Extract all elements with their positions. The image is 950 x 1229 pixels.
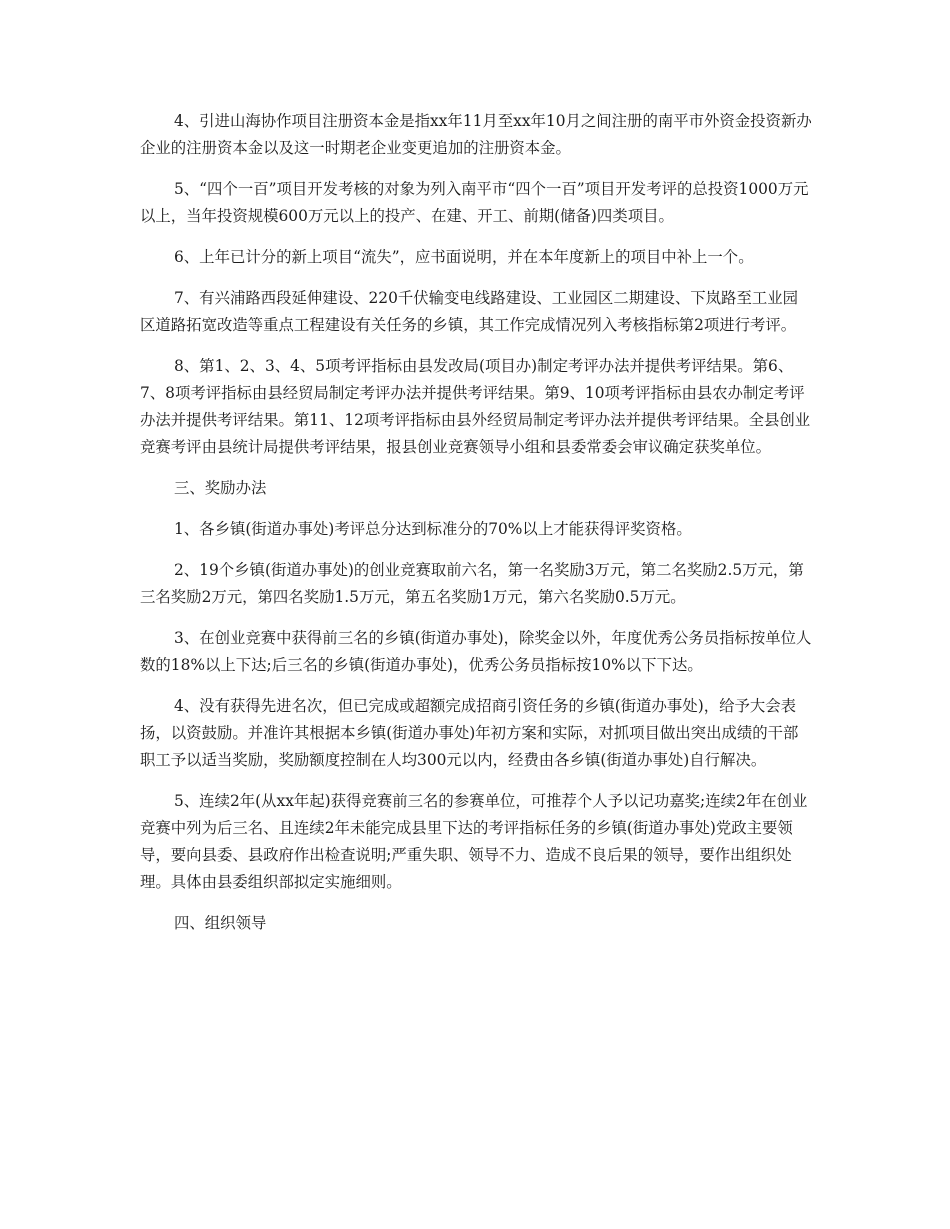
paragraph-reward-5: 5、连续2年(从xx年起)获得竞赛前三名的参赛单位，可推荐个人予以记功嘉奖;连续2年在创业竞赛中列为后三名、且连续2年未能完成县里下达的考评指标任务的乡镇(街道办事处)党政主要领导，要向县委、县政府作出检查说明;严重失职、领导不力、造成不良后果的领导，要作出组织处理。具体由县委组织部拟定实施细则。 (140, 792, 808, 891)
paragraph-reward-4: 4、没有获得先进名次，但已完成或超额完成招商引资任务的乡镇(街道办事处)，给予大会表扬，以资鼓励。并准许其根据本乡镇(街道办事处)年初方案和实际，对抓项目做出突出成绩的干部职工予以适当奖励，奖励额度控制在人均300元以内，经费由各乡镇(街道办事处)自行解决。 (140, 697, 799, 769)
paragraph-item-7-key-works: 7、有兴浦路西段延伸建设、220千伏输变电线路建设、工业园区二期建设、下岚路至工业园区道路拓宽改造等重点工程建设有关任务的乡镇，其工作完成情况列入考核指标第2项进行考评。 (140, 289, 799, 334)
paragraph-reward-3: 3、在创业竞赛中获得前三名的乡镇(街道办事处)，除奖金以外，年度优秀公务员指标按单位人数的18%以上下达;后三名的乡镇(街道办事处)，优秀公务员指标按10%以下下达。 (140, 629, 812, 674)
section-heading-leadership: 四、组织领导 (174, 914, 267, 932)
paragraph-item-6-lost-projects: 6、上年已计分的新上项目“流失”，应书面说明，并在本年度新上的项目中补上一个。 (174, 248, 754, 266)
paragraph-reward-1: 1、各乡镇(街道办事处)考评总分达到标准分的70%以上才能获得评奖资格。 (174, 520, 692, 538)
paragraph-item-4-capital: 4、引进山海协作项目注册资本金是指xx年11月至xx年10月之间注册的南平市外资金投资新办企业的注册资本金以及这一时期老企业变更追加的注册资本金。 (140, 112, 812, 157)
section-heading-rewards: 三、奖励办法 (174, 479, 267, 497)
paragraph-item-5-projects: 5、“四个一百”项目开发考核的对象为列入南平市“四个一百”项目开发考评的总投资1000万元以上，当年投资规模600万元以上的投产、在建、开工、前期(储备)四类项目。 (140, 180, 809, 225)
paragraph-item-8-evaluation: 8、第1、2、3、4、5项考评指标由县发改局(项目办)制定考评办法并提供考评结果。第6、7、8项考评指标由县经贸局制定考评办法并提供考评结果。第9、10项考评指标由县农办制定考评办法并提供考评结果。第11、12项考评指标由县外经贸局制定考评办法并提供考评结果。全县创业竞赛考评由县统计局提供考评结果，报县创业竞赛领导小组和县委常委会审议确定获奖单位。 (140, 357, 811, 456)
document-body (140, 108, 812, 951)
paragraph-reward-2: 2、19个乡镇(街道办事处)的创业竞赛取前六名，第一名奖励3万元，第二名奖励2.5万元，第三名奖励2万元，第四名奖励1.5万元，第五名奖励1万元，第六名奖励0.5万元。 (140, 561, 804, 606)
